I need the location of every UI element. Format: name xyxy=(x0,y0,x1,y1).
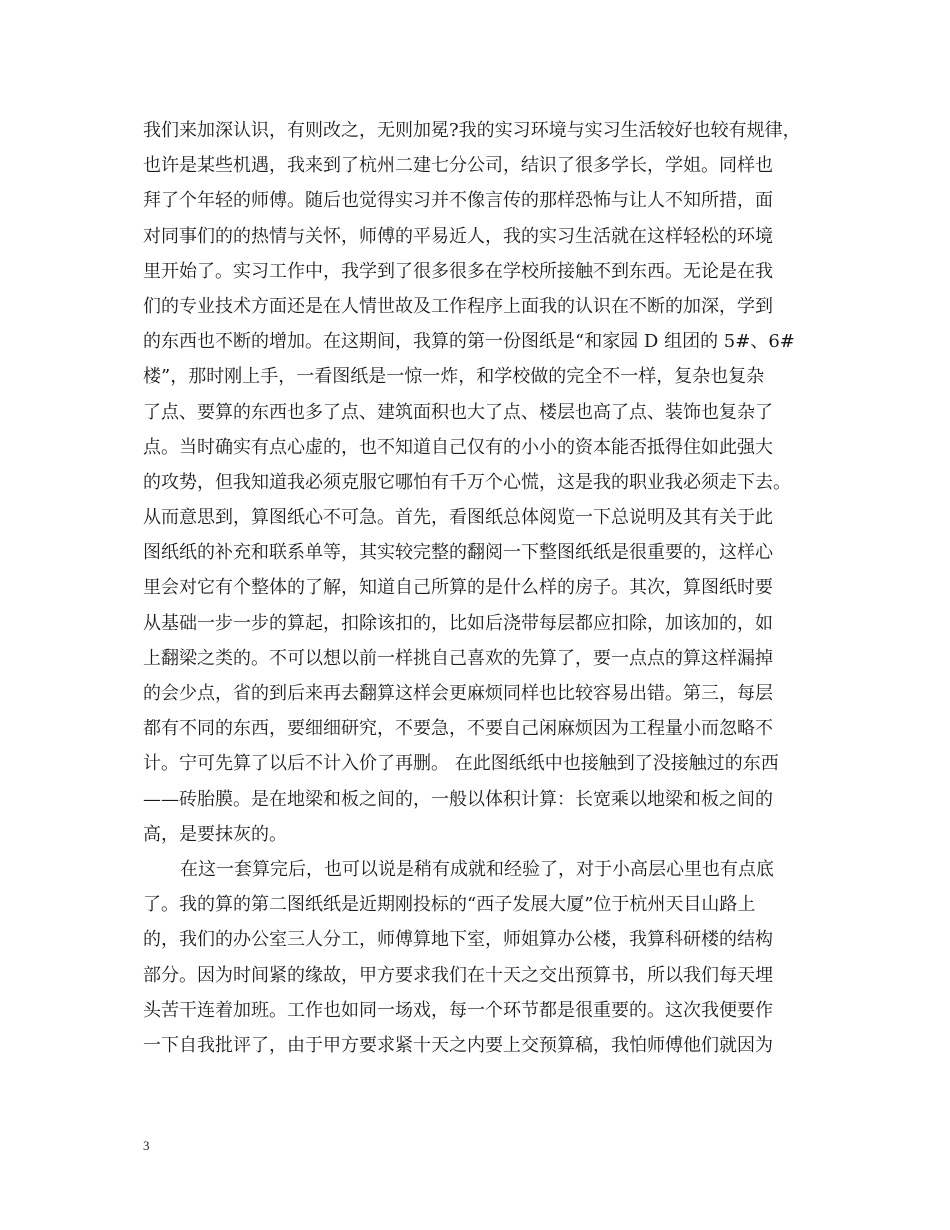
text-line: 的攻势，但我知道我必须克服它哪怕有千万个心慌，这是我的职业我必须走下去。 xyxy=(143,471,791,493)
text-line: 一下自我批评了，由于甲方要求紧十天之内要上交预算稿，我怕师傅他们就因为 xyxy=(143,1034,773,1056)
text-line: 也许是某些机遇，我来到了杭州二建七分公司，结识了很多学长，学姐。同样也 xyxy=(143,155,773,177)
text-line: 上翻梁之类的。不可以想以前一样挑自己喜欢的先算了，要一点点的算这样漏掉 xyxy=(143,647,773,669)
text-line: 点。当时确实有点心虚的，也不知道自己仅有的小小的资本能否抵得住如此强大 xyxy=(143,436,773,458)
text-line: 里开始了。实习工作中，我学到了很多很多在学校所接触不到东西。无论是在我 xyxy=(143,260,773,282)
text-line: 的，我们的办公室三人分工，师傅算地下室，师姐算办公楼，我算科研楼的结构 xyxy=(143,929,773,951)
text-line: 我们来加深认识，有则改之，无则加冕?我的实习环境与实习生活较好也较有规律， xyxy=(143,120,801,141)
text-line: 都有不同的东西，要细细研究，不要急，不要自己闲麻烦因为工程量小而忽略不 xyxy=(143,718,773,740)
text-line: 对同事们的的热情与关怀，师傅的平易近人，我的实习生活就在这样轻松的环境 xyxy=(143,225,773,247)
page-number: 3 xyxy=(143,1138,150,1153)
text-line: 了。我的算的第二图纸纸是近期刚投标的“西子发展大厦”位于杭州天目山路上 xyxy=(143,894,756,916)
text-line: 楼”，那时刚上手，一看图纸是一惊一炸，和学校做的完全不一样，复杂也复杂 xyxy=(143,366,765,388)
text-line: 部分。因为时间紧的缘故，甲方要求我们在十天之交出预算书，所以我们每天埋 xyxy=(143,964,773,986)
text-line: ——砖胎膜。是在地梁和板之间的，一般以体积计算：长宽乘以地梁和板之间的 xyxy=(143,788,773,810)
text-line: 们的专业技术方面还是在人情世故及工作程序上面我的认识在不断的加深，学到 xyxy=(143,295,773,317)
text-line: 从基础一步一步的算起，扣除该扣的，比如后浇带每层都应扣除，加该加的，如 xyxy=(143,612,773,634)
text-line: 头苦干连着加班。工作也如同一场戏，每一个环节都是很重要的。这次我便要作 xyxy=(143,999,773,1021)
text-line: 拜了个年轻的师傅。随后也觉得实习并不像言传的那样恐怖与让人不知所措，面 xyxy=(143,190,773,212)
text-line: 从而意思到，算图纸心不可急。首先，看图纸总体阅览一下总说明及其有关于此 xyxy=(143,507,773,529)
text-line: 图纸纸的补充和联系单等，其实较完整的翻阅一下整图纸纸是很重要的，这样心 xyxy=(143,542,773,564)
text-line: 高，是要抹灰的。 xyxy=(143,823,287,845)
text-line: 里会对它有个整体的了解，知道自己所算的是什么样的房子。其次，算图纸时要 xyxy=(143,577,773,599)
text-line: 计。宁可先算了以后不计入价了再删。 在此图纸纸中也接触到了没接触过的东西 xyxy=(143,753,779,775)
paragraph-start-line: 在这一套算完后，也可以说是稍有成就和经验了，对于小高层心里也有点底 xyxy=(180,858,774,880)
text-line: 了点、要算的东西也多了点、建筑面积也大了点、楼层也高了点、装饰也复杂了 xyxy=(143,401,773,423)
body-text xyxy=(143,113,813,1063)
text-line: 的东西也不断的增加。在这期间，我算的第一份图纸是“和家园 D 组团的 5#、6# xyxy=(143,331,795,353)
text-line: 的会少点，省的到后来再去翻算这样会更麻烦同样也比较容易出错。第三，每层 xyxy=(143,683,773,704)
